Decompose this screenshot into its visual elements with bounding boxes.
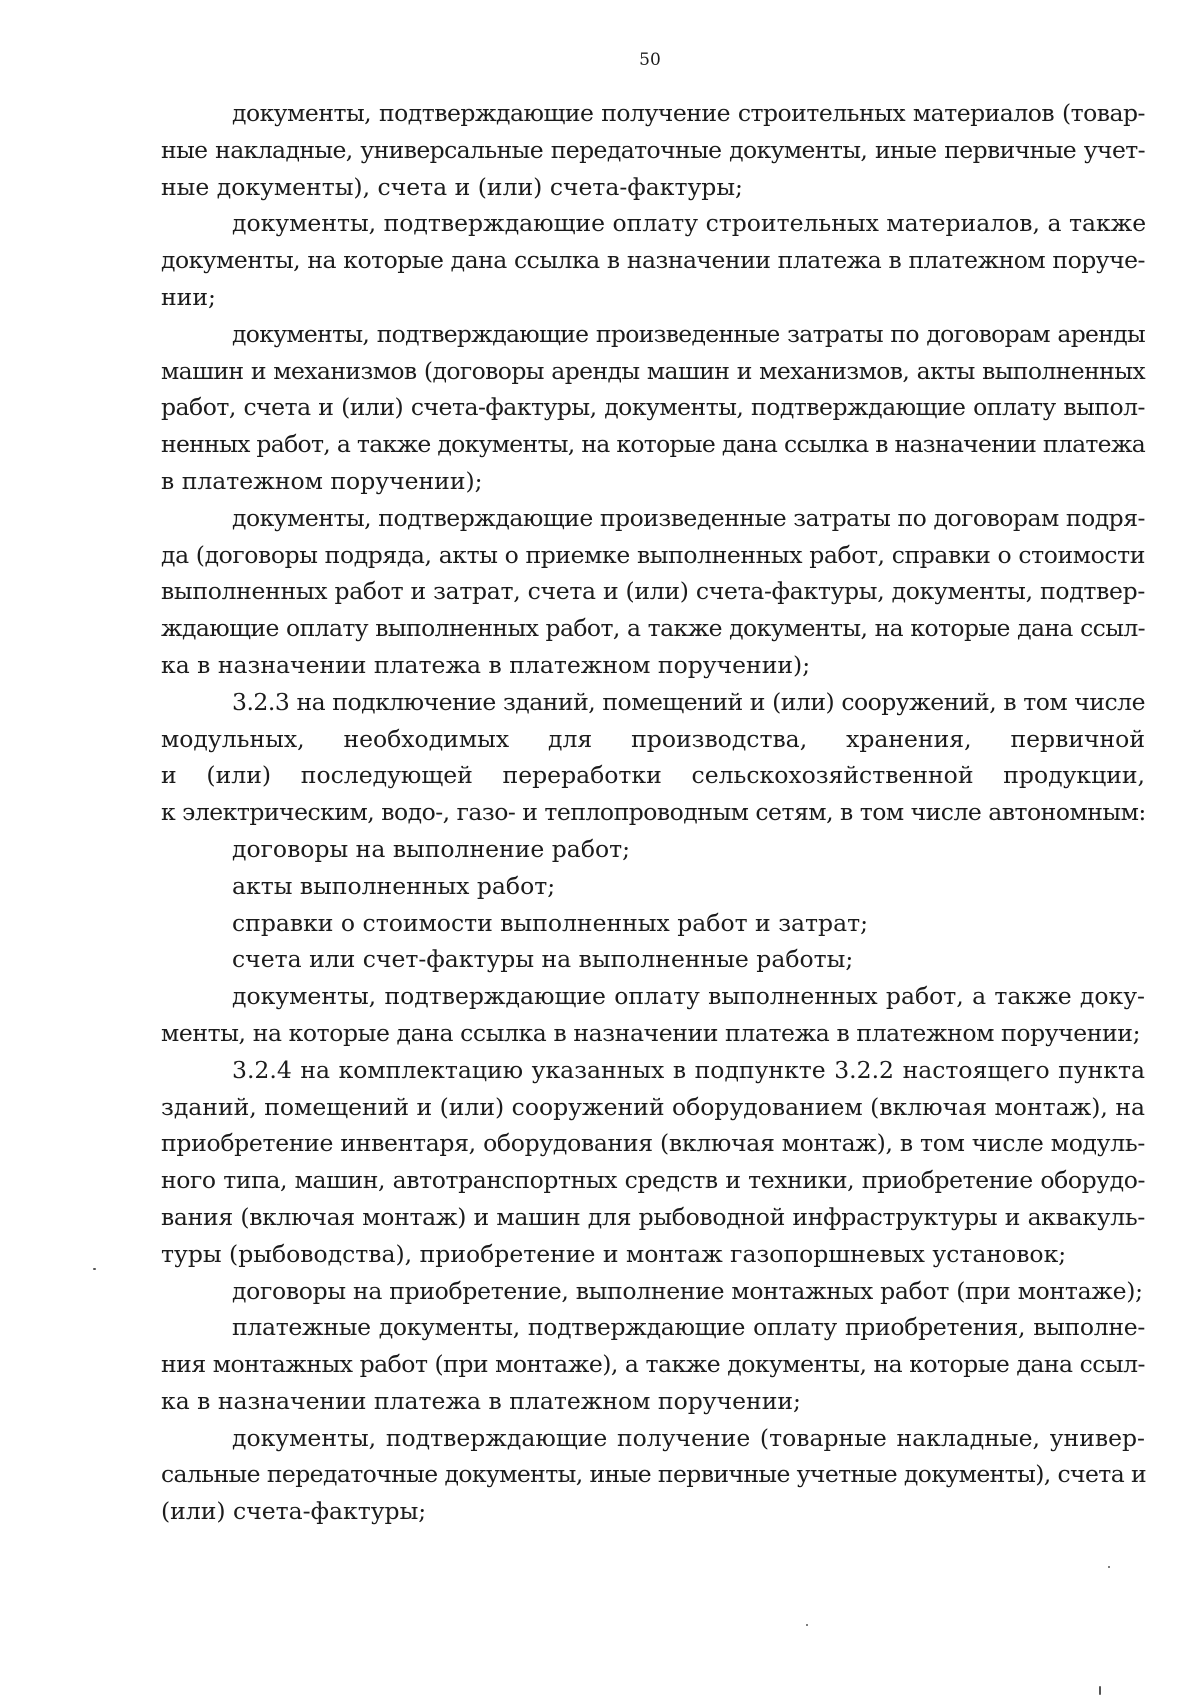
scan-speck	[1099, 1686, 1101, 1695]
text-line: приобретение инвентаря, оборудования (включая монтаж), в том числе модуль-	[161, 1129, 1145, 1158]
text-line: да (договоры подряда, акты о приемке выполненных работ, справки о стоимости	[161, 540, 1145, 569]
text-line: ка в назначении платежа в платежном поручении);	[161, 650, 811, 679]
text-line: туры (рыбоводства), приобретение и монтаж газопоршневых установок;	[161, 1239, 1067, 1268]
text-line: нии;	[161, 282, 216, 311]
text-line: ненных работ, а также документы, на которые дана ссылка в назначении платежа	[161, 430, 1146, 459]
body-text	[161, 95, 1145, 1530]
text-line: договоры на приобретение, выполнение монтажных работ (при монтаже);	[232, 1276, 1143, 1305]
text-line: документы, подтверждающие получение строительных материалов (товар-	[232, 99, 1145, 127]
scan-speck	[93, 1268, 96, 1270]
text-line: зданий, помещений и (или) сооружений оборудованием (включая монтаж), на	[161, 1092, 1145, 1121]
text-line: 3.2.3 на подключение зданий, помещений и (или) сооружений, в том числе	[232, 687, 1145, 716]
text-line: ные накладные, универсальные передаточные документы, иные первичные учет-	[161, 135, 1145, 164]
text-line: работ, счета и (или) счета-фактуры, документы, подтверждающие оплату выпол-	[161, 393, 1145, 422]
text-line: в платежном поручении);	[161, 466, 483, 495]
text-line: документы, на которые дана ссылка в назначении платежа в платежном поруче-	[161, 246, 1145, 275]
text-line: документы, подтверждающие получение (товарные накладные, универ-	[232, 1423, 1145, 1452]
text-line: ка в назначении платежа в платежном поручении;	[161, 1386, 801, 1415]
text-line: менты, на которые дана ссылка в назначении платежа в платежном поручении;	[161, 1018, 1141, 1047]
text-line: справки о стоимости выполненных работ и затрат;	[232, 908, 868, 937]
text-line: к электрическим, водо-, газо- и теплопроводным сетям, в том числе автономным:	[161, 798, 1146, 827]
text-line: ждающие оплату выполненных работ, а также документы, на которые дана ссыл-	[161, 614, 1145, 643]
text-line: ния монтажных работ (при монтаже), а также документы, на которые дана ссыл-	[161, 1350, 1145, 1379]
text-line: документы, подтверждающие произведенные затраты по договорам аренды	[232, 319, 1145, 348]
text-line: счета или счет-фактуры на выполненные работы;	[232, 945, 854, 974]
text-line: выполненных работ и затрат, счета и (или) счета-фактуры, документы, подтвер-	[161, 577, 1145, 606]
text-line: ные документы), счета и (или) счета-фактуры;	[161, 172, 743, 201]
text-line: документы, подтверждающие оплату строительных материалов, а также	[232, 209, 1147, 238]
text-line: акты выполненных работ;	[232, 871, 556, 900]
text-line: модульных, необходимых для производства, хранения, первичной	[161, 724, 1145, 753]
text-line: 3.2.4 на комплектацию указанных в подпункте 3.2.2 настоящего пункта	[232, 1055, 1145, 1084]
text-line: машин и механизмов (договоры аренды машин и механизмов, акты выполненных	[161, 356, 1145, 385]
text-line: вания (включая монтаж) и машин для рыбоводной инфраструктуры и аквакуль-	[161, 1202, 1145, 1231]
text-line: договоры на выполнение работ;	[232, 834, 631, 863]
text-line: сальные передаточные документы, иные первичные учетные документы), счета и	[161, 1460, 1147, 1489]
page-number: 50	[639, 50, 661, 70]
text-line: документы, подтверждающие произведенные затраты по договорам подря-	[232, 503, 1145, 532]
text-line: платежные документы, подтверждающие оплату приобретения, выполне-	[232, 1313, 1145, 1342]
text-line: ного типа, машин, автотранспортных средств и техники, приобретение оборудо-	[161, 1166, 1145, 1195]
scan-speck	[806, 1624, 808, 1626]
text-line: документы, подтверждающие оплату выполненных работ, а также доку-	[232, 982, 1145, 1011]
text-line: и (или) последующей переработки сельскохозяйственной продукции,	[161, 761, 1145, 790]
scan-speck	[1108, 1566, 1110, 1568]
text-line: (или) счета-фактуры;	[161, 1497, 427, 1526]
